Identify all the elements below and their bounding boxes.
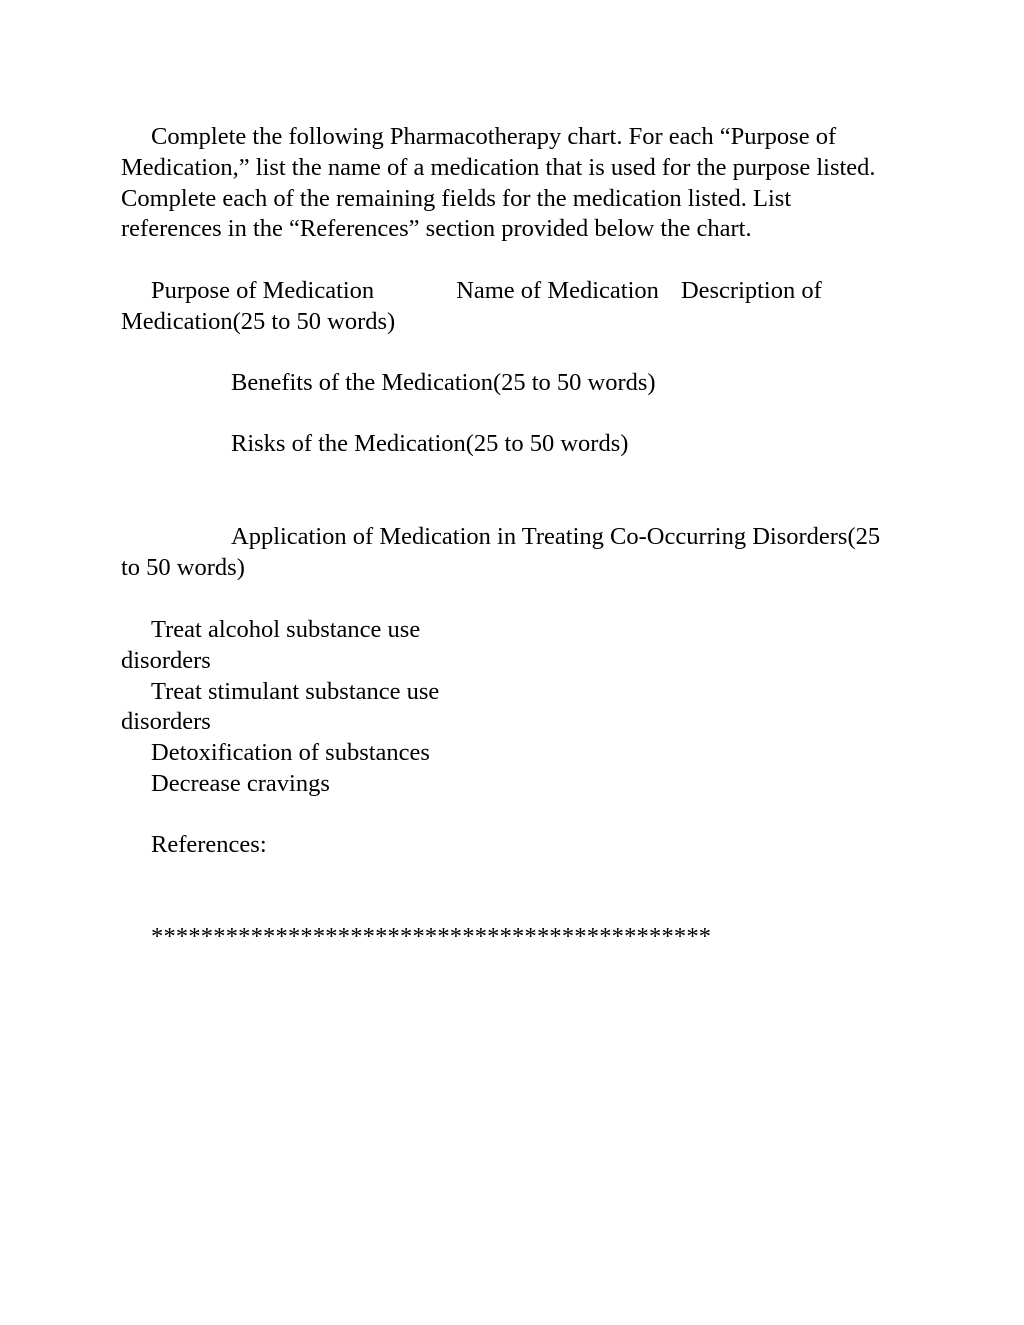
purpose-item-cravings: Decrease cravings <box>151 769 330 797</box>
purpose-item-alcohol: Treat alcohol substance use disorders <box>121 616 421 674</box>
header-name: Name of Medication <box>456 277 659 304</box>
asterisk-separator: ********************************************* <box>151 923 712 950</box>
header-purpose: Purpose of Medication <box>151 277 375 304</box>
purpose-item-detoxification: Detoxification of substances <box>151 739 430 767</box>
header-application: Application of Medication in Treating Co-Occurring Disorders(25 to 50 words) <box>121 523 881 581</box>
header-benefits: Benefits of the Medication(25 to 50 words) <box>231 369 656 396</box>
purpose-item-stimulant: Treat stimulant substance use disorders <box>121 677 440 736</box>
header-description: Description of Medication(25 to 50 words) <box>121 277 822 335</box>
references-label: References: <box>151 831 267 858</box>
header-risks: Risks of the Medication(25 to 50 words) <box>231 430 629 457</box>
chart-header-row <box>121 276 891 338</box>
purpose-list <box>121 615 481 800</box>
instructions-paragraph: Complete the following Pharmacotherapy chart. For each “Purpose of Medication,” list the name of a medication that is used for the purpose listed. Complete each of the remaining fields for the medication listed. List references in the “References” section provided below the chart. <box>121 123 876 243</box>
